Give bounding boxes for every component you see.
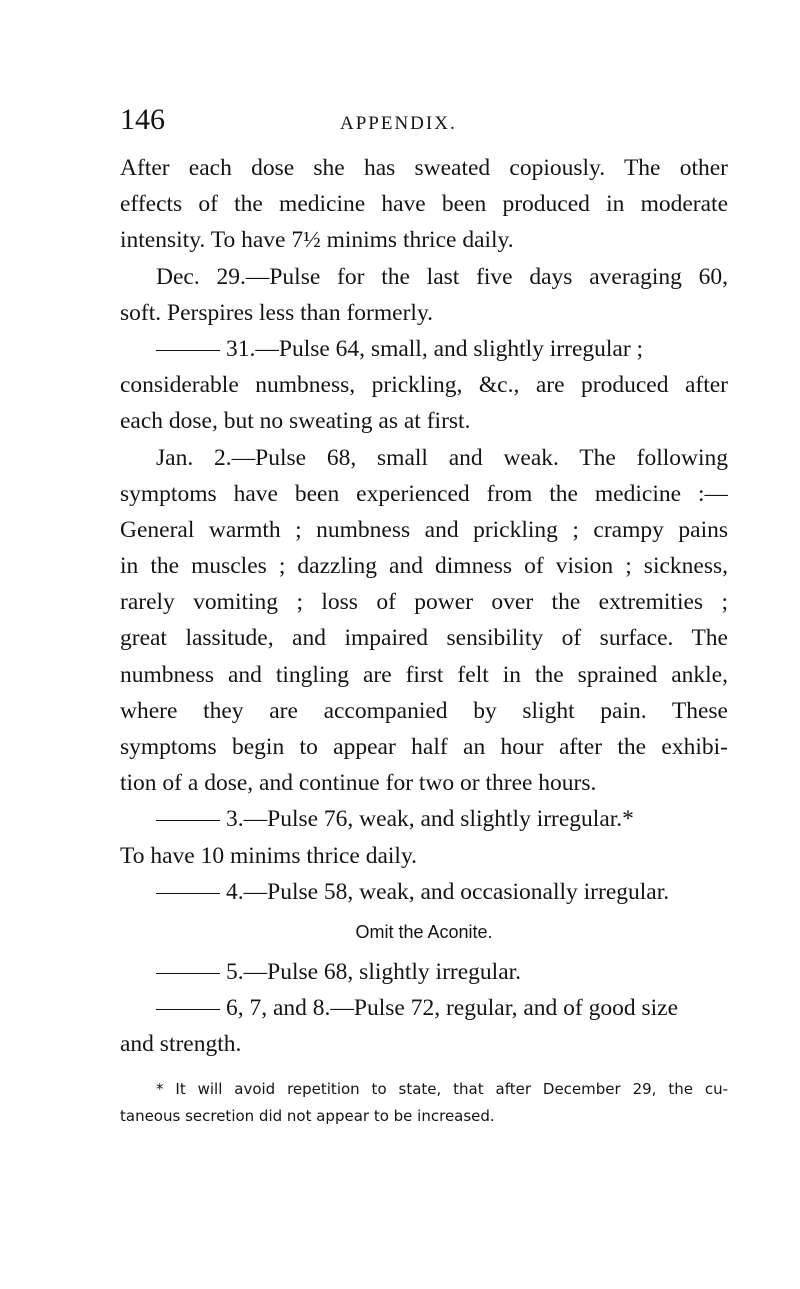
- footnote: [120, 1076, 728, 1130]
- body-line-text: 6, 7, and 8.—Pulse 72, regular, and of good size: [226, 995, 678, 1022]
- body-text: [120, 150, 728, 1063]
- body-line: After each dose she has sweated copiously. The other: [120, 155, 728, 181]
- body-line: each dose, but no sweating as at first.: [120, 408, 471, 435]
- body-line: considerable numbness, prickling, &c., are produced after: [120, 372, 728, 399]
- body-line: [120, 874, 728, 910]
- body-line-text: 4.—Pulse 58, weak, and occasionally irregular.: [226, 878, 670, 905]
- body-line: [120, 331, 728, 367]
- footnote-line: taneous secretion did not appear to be increased.: [120, 1107, 495, 1125]
- running-head: APPENDIX.: [340, 113, 457, 134]
- body-line: symptoms begin to appear half an hour after the exhibi-: [120, 734, 728, 760]
- body-line: rarely vomiting ; loss of power over the extremities ;: [120, 589, 728, 616]
- section-note: Omit the Aconite.: [355, 921, 493, 942]
- body-line: where they are accompanied by slight pain. These: [120, 697, 728, 724]
- ditto-dash: [156, 973, 220, 974]
- body-line: Dec. 29.—Pulse for the last five days averaging 60,: [156, 263, 728, 290]
- body-line: and strength.: [120, 1031, 242, 1058]
- body-line: [120, 990, 728, 1026]
- page-header: [0, 100, 800, 140]
- page-number: 146: [120, 103, 165, 136]
- body-line: in the muscles ; dazzling and dimness of vision ; sickness,: [120, 553, 728, 580]
- body-line-text: 3.—Pulse 76, weak, and slightly irregular.*: [226, 806, 634, 833]
- body-line: tion of a dose, and continue for two or three hours.: [120, 770, 597, 797]
- body-line: effects of the medicine have been produced in moderate: [120, 191, 728, 218]
- ditto-dash: [156, 893, 220, 894]
- body-line: symptoms have been experienced from the medicine :—: [120, 480, 728, 507]
- body-line-text: 5.—Pulse 68, slightly irregular.: [226, 958, 522, 985]
- body-line: [120, 954, 728, 990]
- footnote-line: * It will avoid repetition to state, that after December 29, the cu-: [156, 1080, 728, 1098]
- body-line-text: 31.—Pulse 64, small, and slightly irregular ;: [226, 335, 644, 362]
- body-line: numbness and tingling are first felt in the sprained ankle,: [120, 661, 728, 688]
- body-line: soft. Perspires less than formerly.: [120, 299, 434, 326]
- body-line: great lassitude, and impaired sensibility of surface. The: [120, 625, 728, 652]
- ditto-dash: [156, 350, 220, 351]
- body-line: Jan. 2.—Pulse 68, small and weak. The following: [156, 444, 728, 471]
- body-line: To have 10 minims thrice daily.: [120, 842, 418, 869]
- body-line: General warmth ; numbness and prickling ; crampy pains: [120, 516, 728, 543]
- ditto-dash: [156, 820, 220, 821]
- body-line: intensity. To have 7½ minims thrice daily.: [120, 227, 514, 254]
- body-line: [120, 801, 728, 837]
- ditto-dash: [156, 1009, 220, 1010]
